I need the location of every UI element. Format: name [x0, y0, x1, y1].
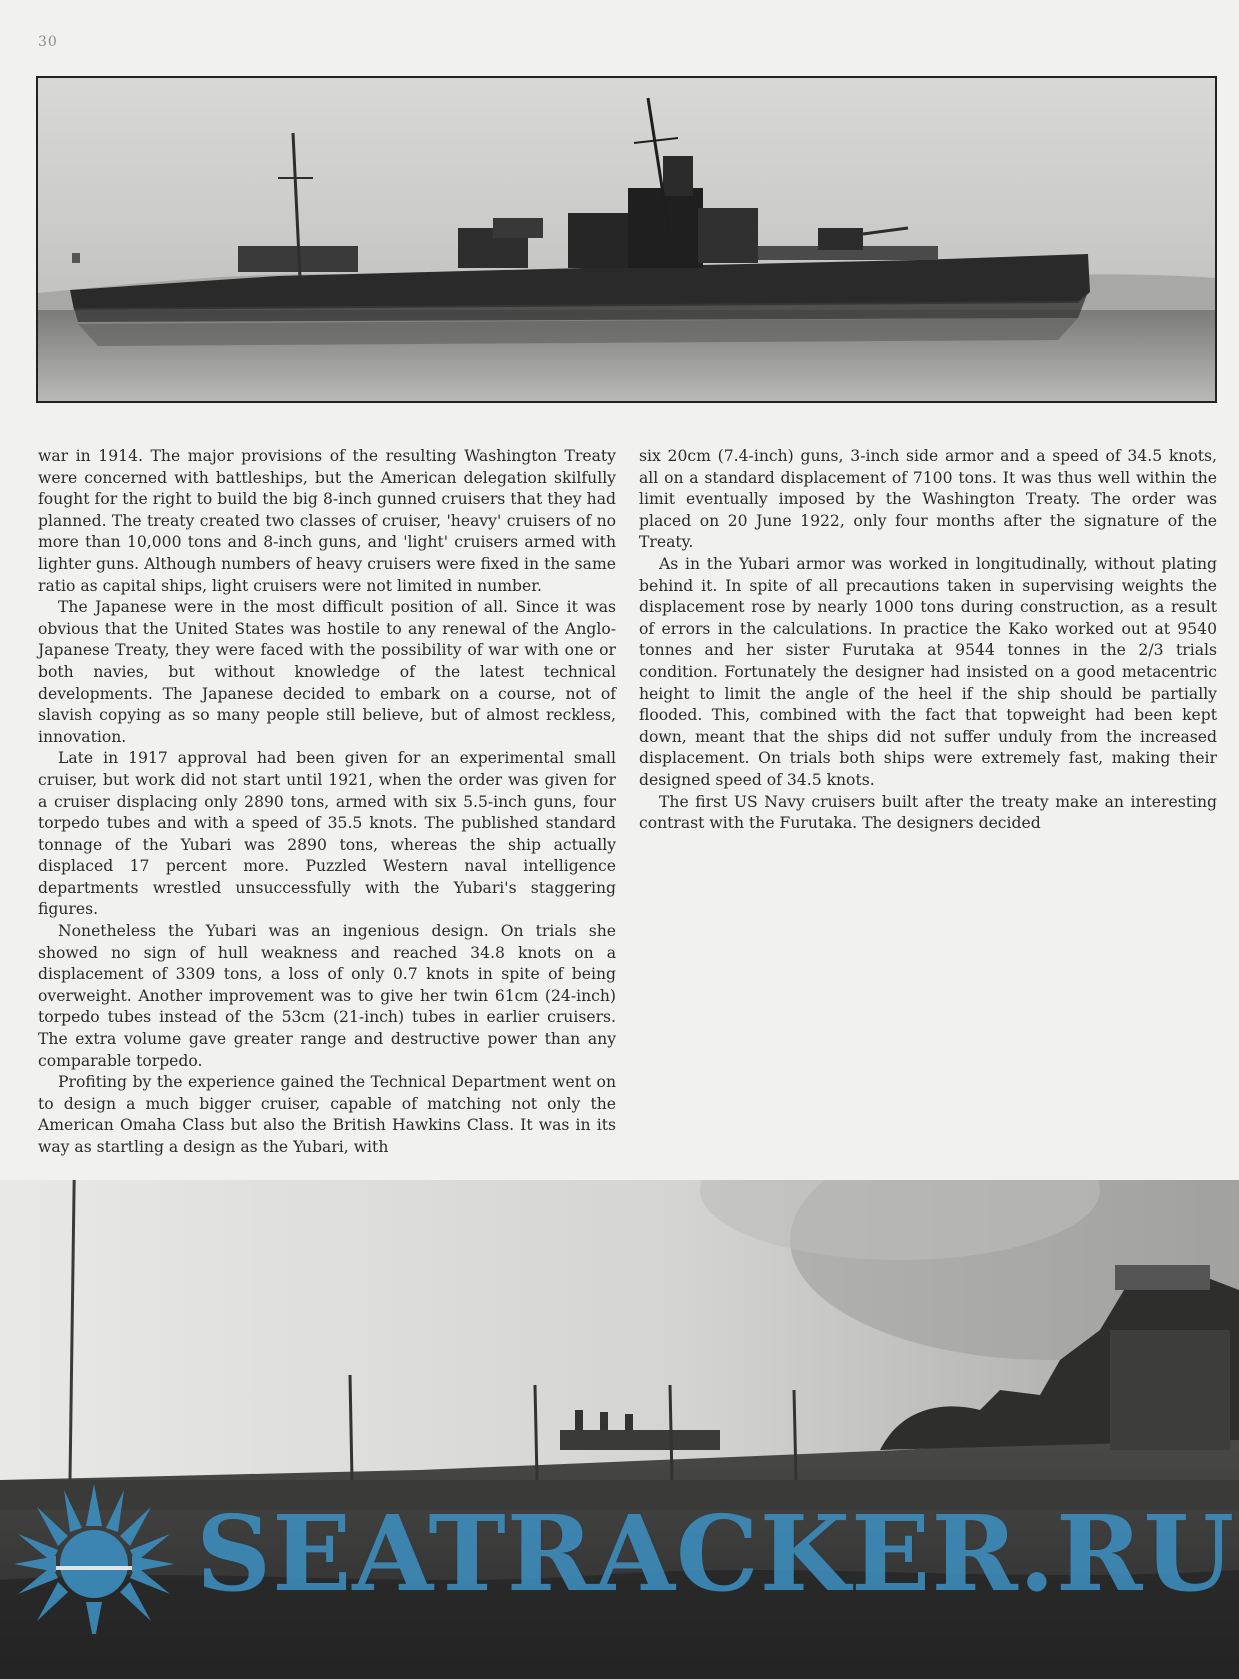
paragraph: The Japanese were in the most difficult position of all. Since it was obvious that the United States was hostile to any renewal of the Anglo-Japanese Treaty, they were faced with the possibility of war with one or both navies, but without knowledge of the latest technical developments. The Japanese decided to embark on a course, not of slavish copying as so many people still believe, but of almost reckless, innovation.: [38, 598, 616, 746]
paragraph: Late in 1917 approval had been given for an experimental small cruiser, but work did not start until 1921, when the order was given for a cruiser displacing only 2890 tons, armed with six 5.5-inch guns, four torpedo tubes and with a speed of 35.5 knots. The published standard tonnage of the Yubari was 2890 tons, whereas the ship actually displaced 17 percent more. Puzzled Western naval intelligence departments wrestled unsuccessfully with the Yubari's staggering figures.: [38, 749, 616, 919]
paragraph: Nonetheless the Yubari was an ingenious design. On trials she showed no sign of hull weakness and reached 34.8 knots on a displacement of 3309 tons, a loss of only 0.7 knots in spite of being overweight. Another improvement was to give her twin 61cm (24-inch) torpedo tubes instead of the 53cm (21-inch) tubes in earlier cruisers. The extra volume gave greater range and destructive power than any comparable torpedo.: [38, 922, 616, 1070]
paragraph: six 20cm (7.4-inch) guns, 3-inch side armor and a speed of 34.5 knots, all on a standard displacement of 7100 tons. It was thus well within the limit eventually imposed by the Washington Treaty. The order was placed on 20 June 1922, only four months after the signature of the Treaty.: [639, 447, 1217, 552]
paragraph: The first US Navy cruisers built after the treaty make an interesting contrast with the Furutaka. The designers decided: [639, 792, 1217, 833]
paragraph: war in 1914. The major provisions of the resulting Washington Treaty were concerned with battleships, but the American delegation skilfully fought for the right to build the big 8-inch gunned cruisers that they had planned. The treaty created two classes of cruiser, 'heavy' cruisers of no more than 10,000 tons and 8-inch guns, and 'light' cruisers armed with lighter guns. Although numbers of heavy cruisers were fixed in the same ratio as capital ships, light cruisers were not limited in number.: [38, 447, 616, 595]
paragraph: As in the Yubari armor was worked in longitudinally, without plating behind it. In spite of all precautions taken in supervising weights the displacement rose by nearly 1000 tons during construction, as a result of errors in the calculations. In practice the Kako worked out at 9540 tonnes and her sister Furutaka at 9544 tonnes in the 2/3 trials condition. Fortunately the designer had insisted on a good metacentric height to limit the angle of the heel if the ship should be partially flooded. This, combined with the fact that topweight had been kept down, meant that the ships did not suffer unduly from the increased displacement. On trials both ships were extremely fast, making their designed speed of 34.5 knots.: [639, 554, 1217, 789]
sun-icon: [4, 1484, 194, 1634]
text-column-right: [639, 446, 1217, 835]
paragraph: Profiting by the experience gained the Technical Department went on to design a much bigger cruiser, capable of matching not only the American Omaha Class but also the British Hawkins Class. It was in its way as startling a design as the Yubari, with: [38, 1073, 616, 1156]
text-column-left: [38, 446, 616, 1159]
page-number: 30: [38, 34, 58, 50]
cruiser-photo-top: [36, 76, 1217, 403]
watermark: [0, 1484, 1239, 1644]
watermark-text: SEATRACKER.RU: [196, 1492, 1236, 1615]
